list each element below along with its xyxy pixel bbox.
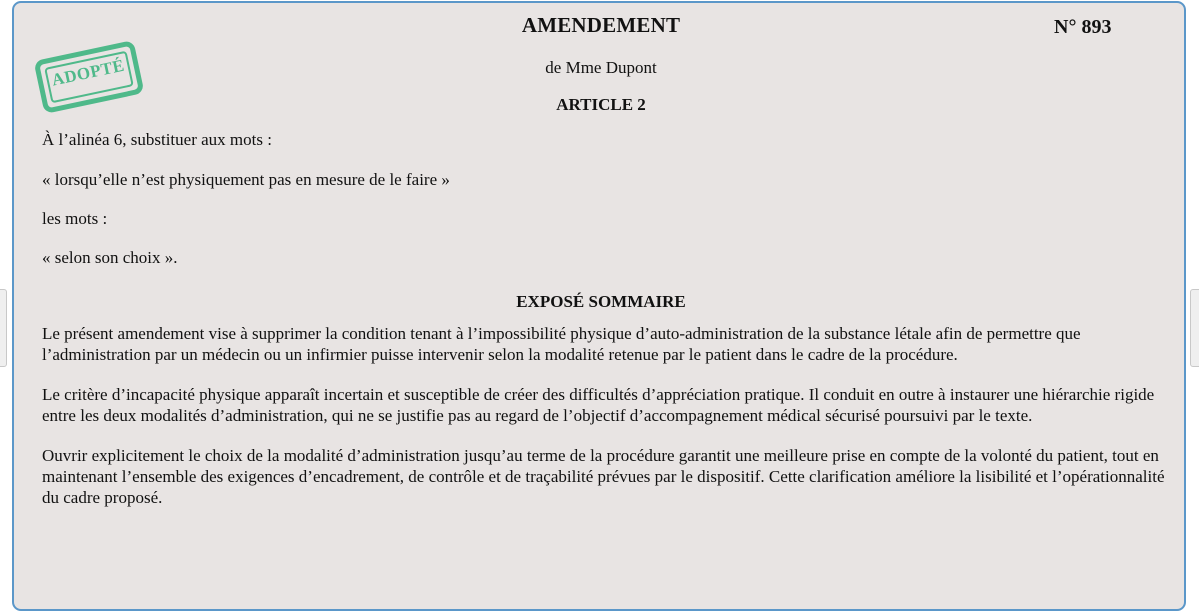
amendment-document xyxy=(12,1,1186,611)
right-resize-handle[interactable] xyxy=(1190,289,1199,367)
left-resize-handle[interactable] xyxy=(0,289,7,367)
expose-paragraph: Le critère d’incapacité physique apparaît incertain et susceptible de créer des difficultés d’appréciation pratique. Il conduit en outre à instaurer une hiérarchie rigide entre les deux modalités d’administration, qui ne se justifie pas au regard de l’objectif d’accompagnement médical sécurisé poursuivi par le texte. xyxy=(42,385,1155,425)
document-title: AMENDEMENT xyxy=(521,13,681,37)
amendment-author: de Mme Dupont xyxy=(545,58,657,77)
stamp-label: ADOPTÉ xyxy=(49,55,127,90)
dispositif-line: les mots : xyxy=(42,209,108,228)
expose-paragraph: Le présent amendement vise à supprimer la condition tenant à l’impossibilité physique d’auto-administration de la substance létale afin de permettre que l’administration par un médecin ou un infirmier puisse intervenir selon la modalité retenue par le patient dans le cadre de la procédure. xyxy=(42,324,1081,364)
article-reference: ARTICLE 2 xyxy=(556,95,646,114)
expose-paragraph: Ouvrir explicitement le choix de la modalité d’administration jusqu’au terme de la procédure garantit une meilleure prise en compte de la volonté du patient, tout en maintenant l’ensemble des exigences d’encadrement, de contrôle et de traçabilité prévues par le dispositif. Cette clarification améliore la lisibilité et l’opérationnalité du cadre proposé. xyxy=(42,446,1165,507)
dispositif-line: « lorsqu’elle n’est physiquement pas en mesure de le faire » xyxy=(42,170,450,189)
dispositif-line: « selon son choix ». xyxy=(42,248,178,267)
dispositif-line: À l’alinéa 6, substituer aux mots : xyxy=(42,130,272,149)
amendment-number: N° 893 xyxy=(1054,16,1112,38)
expose-heading: EXPOSÉ SOMMAIRE xyxy=(516,292,686,311)
